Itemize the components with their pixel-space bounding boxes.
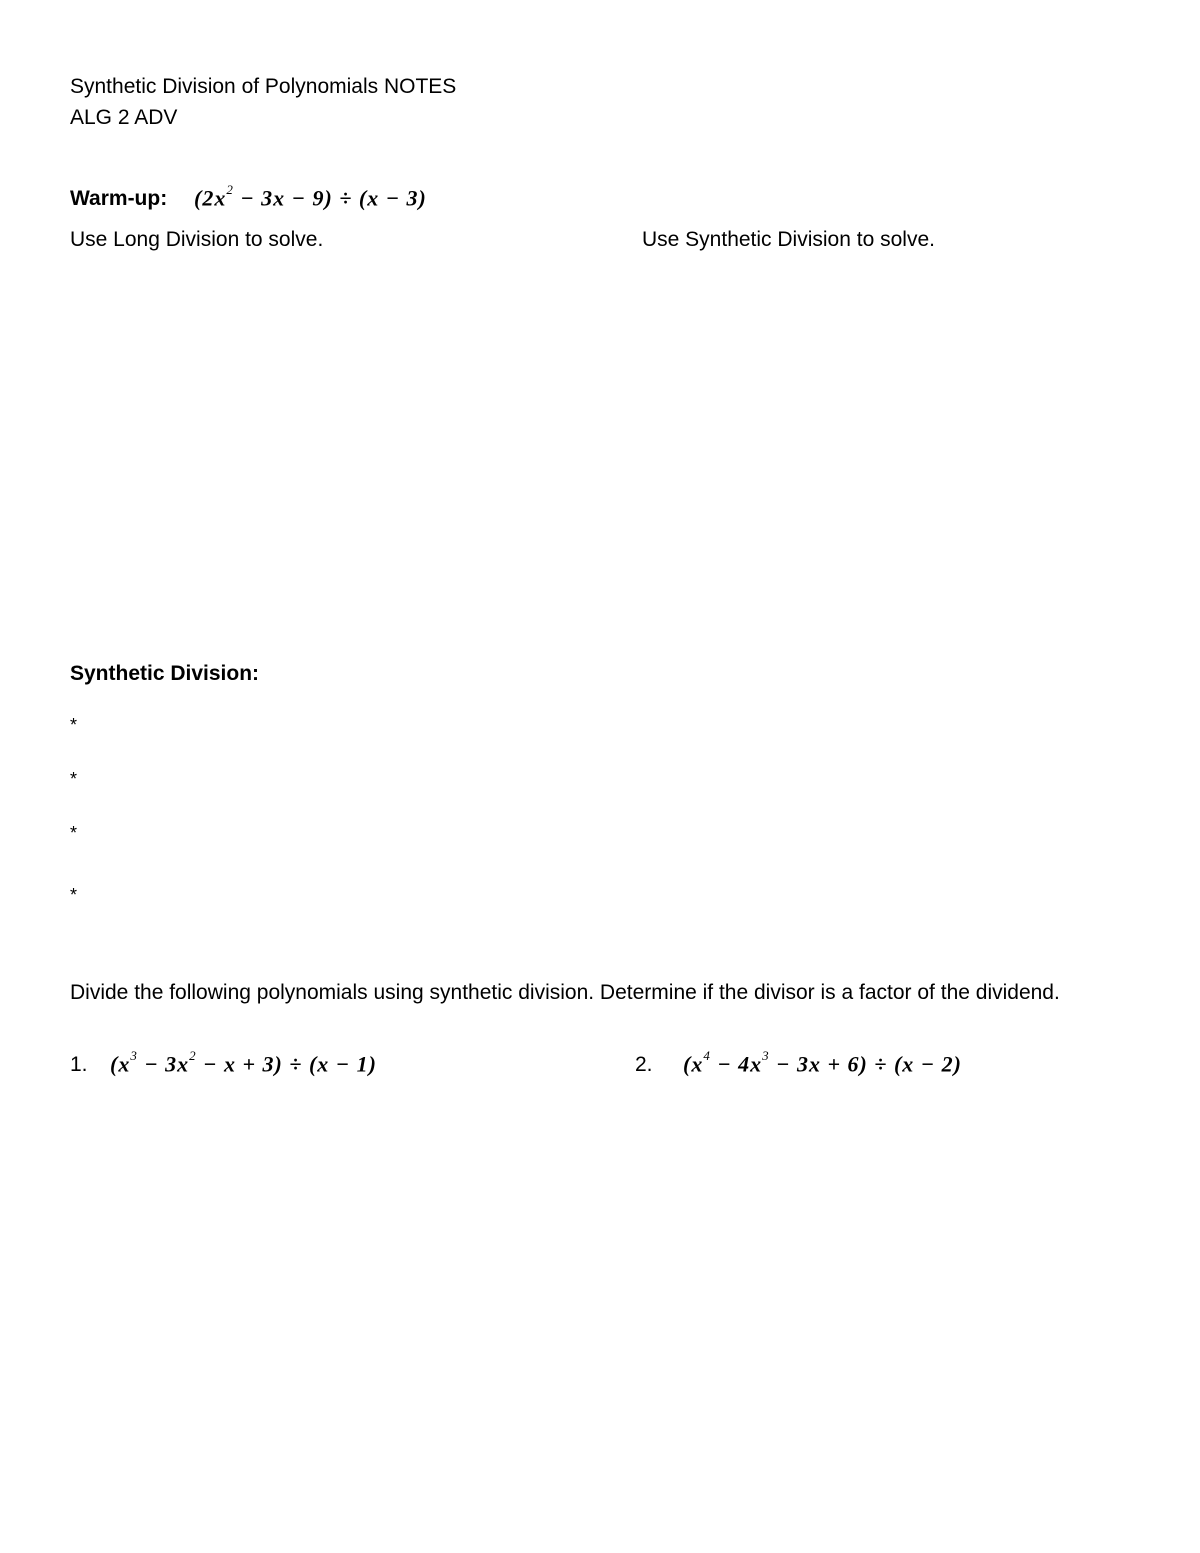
document-title: Synthetic Division of Polynomials NOTES xyxy=(70,75,457,98)
bullet-1: * xyxy=(70,715,78,735)
problem-2-number: 2. xyxy=(635,1053,653,1076)
long-division-instruction: Use Long Division to solve. xyxy=(70,228,324,251)
synthetic-division-instruction: Use Synthetic Division to solve. xyxy=(642,228,935,251)
bullet-2: * xyxy=(70,769,78,789)
course-label: ALG 2 ADV xyxy=(70,106,178,129)
synthetic-division-heading: Synthetic Division: xyxy=(70,662,260,685)
exercise-instruction: Divide the following polynomials using synthetic division. Determine if the divisor is a factor of the dividend. xyxy=(70,981,1060,1004)
problem-1-number: 1. xyxy=(70,1053,88,1076)
warmup-label: Warm-up: xyxy=(70,187,168,210)
bullet-3: * xyxy=(70,823,78,843)
problem-2-expression: $(x^4 - 4x^3 - 3x + 6) \div (x - 2)$ xyxy=(683,1048,962,1077)
problem-1-expression: $(x^3 - 3x^2 - x + 3) \div (x - 1)$ xyxy=(110,1048,377,1077)
warmup-expression: $(2x^2 - 3x - 9) \div (x - 3)$ xyxy=(194,182,427,211)
bullet-4: * xyxy=(70,885,78,905)
